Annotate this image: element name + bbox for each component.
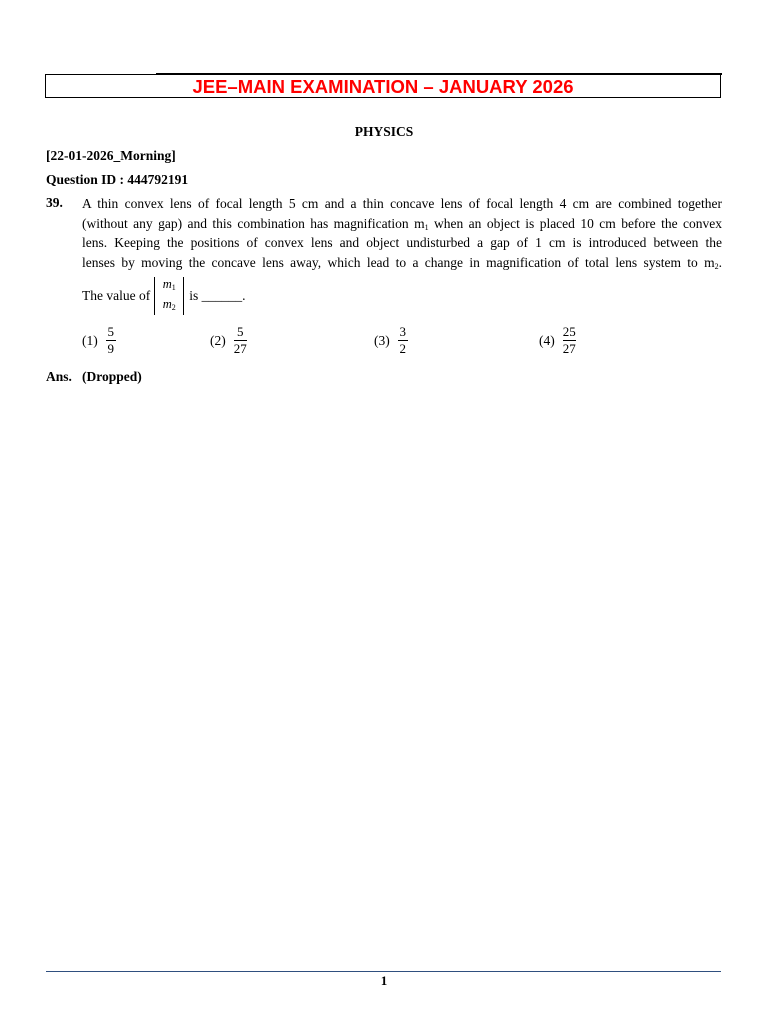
exam-title: JEE–MAIN EXAMINATION – JANUARY 2026 — [192, 76, 574, 97]
ask-suffix: is ______. — [189, 288, 246, 303]
option-fraction: $\frac{5}{27}$ — [233, 324, 247, 356]
option-3[interactable] — [374, 325, 408, 356]
question-line: lenses by moving the concave lens away, which lead to a change in magnification of total lens system to $m_2$. — [82, 254, 722, 271]
option-label: (4) — [539, 332, 555, 348]
header-box — [45, 74, 721, 98]
option-fraction: $\frac{5}{9}$ — [107, 324, 114, 356]
question-number: 39. — [46, 195, 63, 210]
session-label: [22-01-2026_Morning] — [46, 148, 176, 163]
ratio-denominator: $m_2$ — [162, 297, 176, 312]
ratio-abs-fraction — [154, 277, 184, 315]
question-ask — [82, 276, 245, 316]
option-1[interactable] — [82, 325, 116, 356]
option-label: (1) — [82, 332, 98, 348]
option-4[interactable] — [539, 325, 576, 356]
footer-divider — [46, 971, 721, 972]
option-label: (2) — [210, 332, 226, 348]
option-2[interactable] — [210, 325, 247, 356]
answer-label: Ans. — [46, 369, 72, 384]
subject-heading: PHYSICS — [354, 124, 414, 139]
question-line: lens. Keeping the positions of convex lens and object undisturbed a gap of 1 cm is introduced between the — [82, 235, 722, 251]
answer-value: (Dropped) — [82, 369, 142, 384]
question-line: (without any gap) and this combination has magnification $m_1$ when an object is placed 10 cm before the convex — [82, 215, 722, 232]
option-fraction: $\frac{3}{2}$ — [399, 324, 406, 356]
ask-prefix: The value of — [82, 288, 151, 303]
option-label: (3) — [374, 332, 390, 348]
ratio-numerator: $m_1$ — [162, 277, 176, 292]
question-text — [82, 194, 722, 272]
option-fraction: $\frac{25}{27}$ — [562, 324, 576, 356]
page-number: 1 — [380, 973, 388, 988]
question-id: Question ID : 444792191 — [46, 172, 189, 187]
question-line: A thin convex lens of focal length 5 cm and a thin concave lens of focal length 4 cm are combined together — [82, 196, 722, 211]
